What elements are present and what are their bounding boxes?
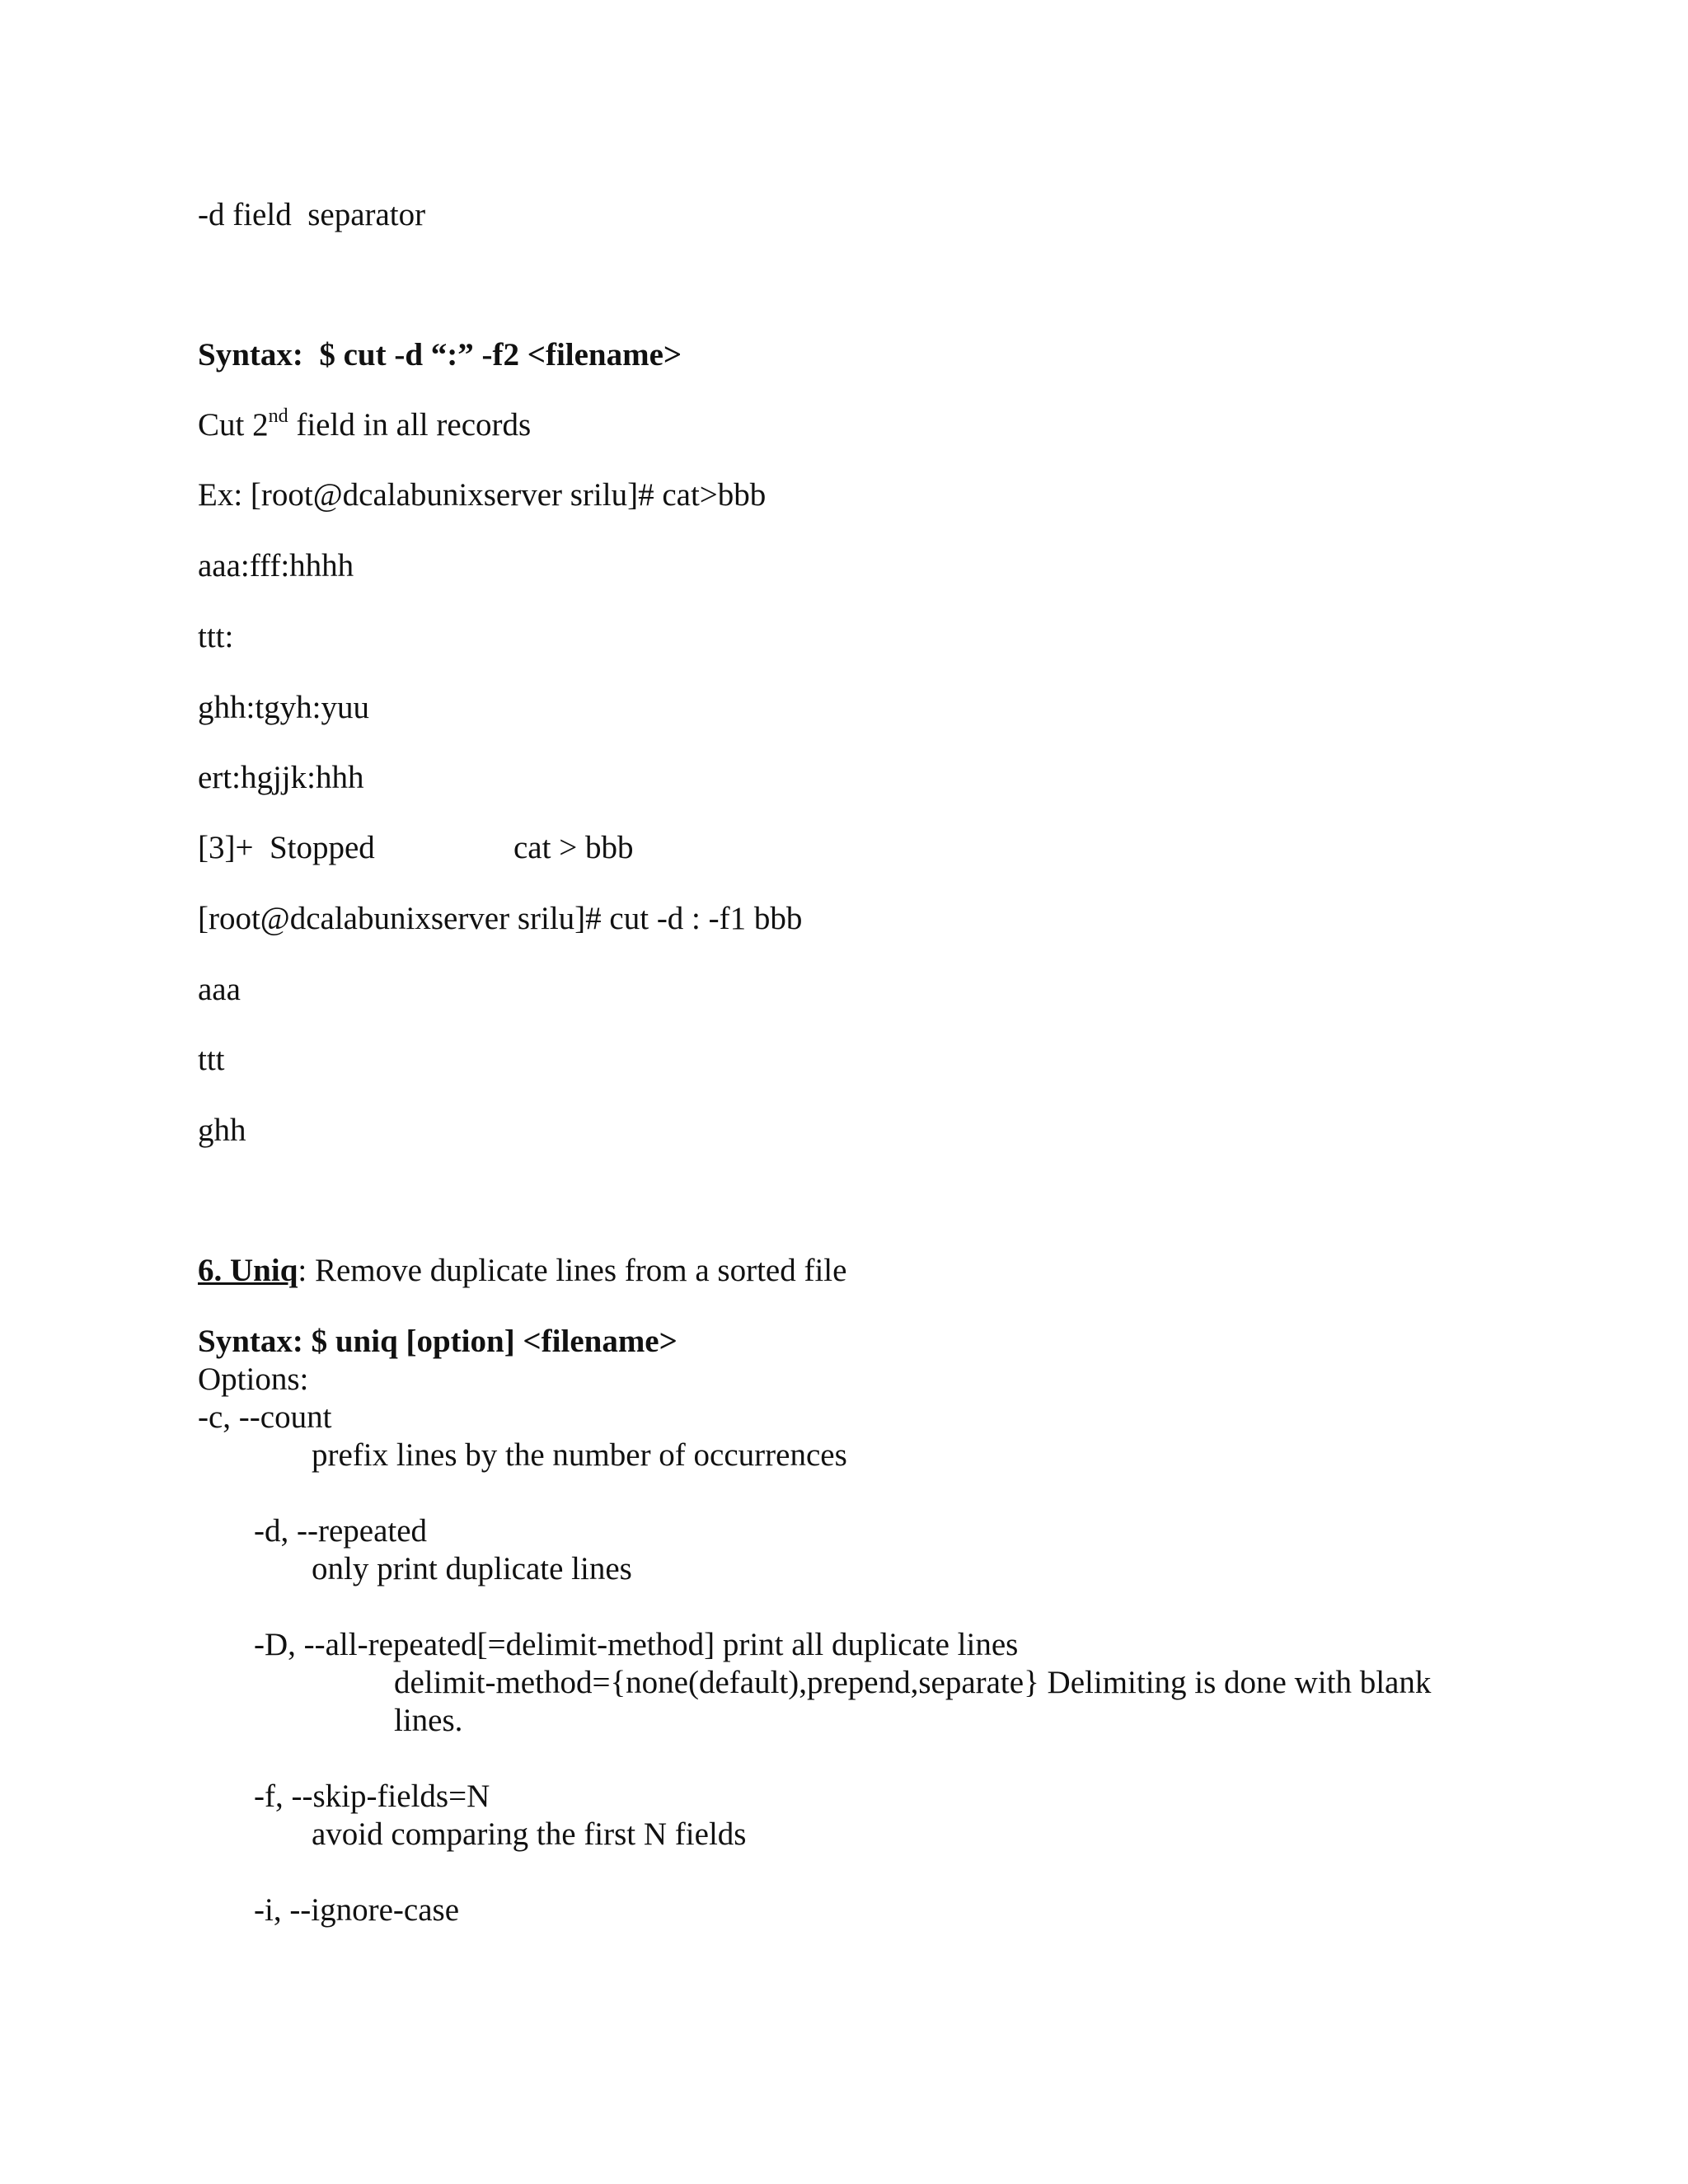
output-line: aaa bbox=[198, 972, 241, 1007]
cut-command-line: [root@dcalabunixserver srilu]# cut -d : -f1 bbb bbox=[198, 901, 803, 936]
option-repeated: -d, --repeated bbox=[254, 1513, 428, 1549]
cut-desc-post: field in all records bbox=[288, 407, 532, 443]
ordinal-suffix: nd bbox=[268, 405, 288, 427]
input-line: ert:hgjjk:hhh bbox=[198, 760, 364, 795]
output-line: ghh bbox=[198, 1113, 246, 1148]
input-line: ghh:tgyh:yuu bbox=[198, 690, 370, 725]
stopped-job-status: [3]+ Stopped bbox=[198, 830, 375, 865]
option-ignore-case: -i, --ignore-case bbox=[254, 1892, 460, 1928]
input-line: ttt: bbox=[198, 619, 234, 654]
field-separator-line: -d field separator bbox=[198, 197, 426, 232]
option-repeated-description: only print duplicate lines bbox=[312, 1551, 632, 1586]
option-skip-fields: -f, --skip-fields=N bbox=[254, 1779, 490, 1814]
stopped-job-command: cat > bbb bbox=[513, 830, 634, 865]
cut-description bbox=[198, 406, 531, 444]
options-label: Options: bbox=[198, 1361, 309, 1397]
option-all-repeated: -D, --all-repeated[=delimit-method] print all duplicate lines bbox=[254, 1627, 1019, 1662]
option-all-repeated-description-cont: lines. bbox=[394, 1703, 463, 1738]
example-command-line: Ex: [root@dcalabunixserver srilu]# cat>bbb bbox=[198, 477, 767, 513]
input-line: aaa:fff:hhhh bbox=[198, 548, 354, 583]
uniq-heading-title: 6. Uniq bbox=[198, 1253, 298, 1288]
output-line: ttt bbox=[198, 1042, 225, 1077]
option-count: -c, --count bbox=[198, 1399, 332, 1435]
option-skip-fields-description: avoid comparing the first N fields bbox=[312, 1816, 747, 1852]
option-all-repeated-description: delimit-method={none(default),prepend,separate} Delimiting is done with blank bbox=[394, 1665, 1432, 1700]
uniq-syntax: Syntax: $ uniq [option] <filename> bbox=[198, 1324, 678, 1359]
option-count-description: prefix lines by the number of occurrences bbox=[312, 1437, 847, 1473]
uniq-section-heading bbox=[198, 1252, 846, 1290]
cut-syntax: Syntax: $ cut -d “:” -f2 <filename> bbox=[198, 337, 682, 373]
cut-desc-pre: Cut 2 bbox=[198, 407, 269, 443]
uniq-heading-description: : Remove duplicate lines from a sorted file bbox=[298, 1253, 847, 1288]
